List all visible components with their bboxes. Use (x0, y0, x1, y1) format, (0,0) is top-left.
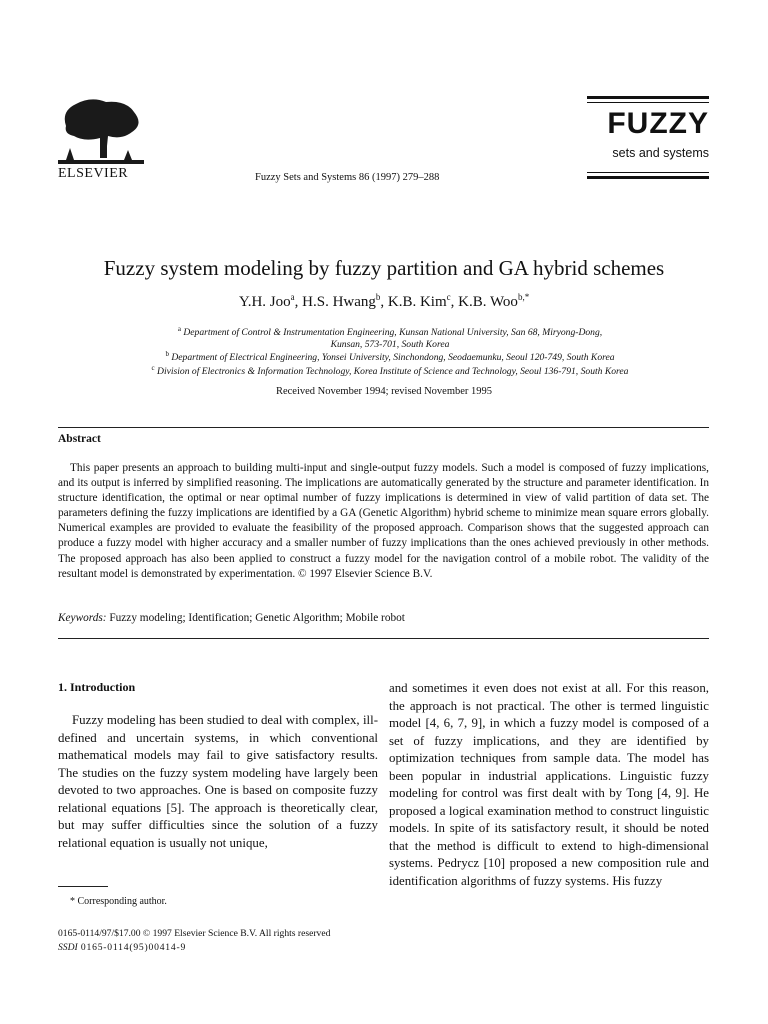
abstract-text: This paper presents an approach to building multi-input and single-output fuzzy models. Such a model is composed of fuzzy implications, and its output is inferred by simplified reasoning. The implications are automatically generated by the structure and parameter identification. In structure identification, the optimal or near optimal number of fuzzy implications is determined in view of valid partition of data set. The parameters defining the fuzzy implications are identified by a GA (Genetic Algorithm) hybrid scheme to minimize mean square errors globally. Numerical examples are provided to evaluate the feasibility of the proposed approach. Comparison shows that the suggested approach can produce a fuzzy model with higher accuracy and a smaller number of fuzzy implications than the ones achieved previously in other methods. The proposed approach has also been applied to construct a fuzzy model for the navigation control of a mobile robot. The validity of the resultant model is demonstrated by experimentation. © 1997 Elsevier Science B.V. (58, 462, 709, 580)
abstract-heading: Abstract (58, 433, 101, 445)
affiliation-c: $^c$ Division of Electronics & Information Technology, Korea Institute of Science and Technology, Seoul 136-791, South Korea (151, 364, 629, 378)
author-name: H.S. Hwang (302, 294, 376, 310)
article-title: Fuzzy system modeling by fuzzy partition and GA hybrid schemes (103, 256, 665, 280)
keywords-list: Fuzzy modeling; Identification; Genetic Algorithm; Mobile robot (109, 612, 405, 624)
author-sup: b (375, 292, 381, 302)
keywords-line (58, 612, 709, 624)
divider-top (58, 427, 709, 428)
body-column-right: and sometimes it even does not exist at all. For this reason, the approach is not practical. The other is termed linguistic model [4, 6, 7, 9], in which a fuzzy model is composed of a set of fuzzy implications, and they are identified by optimization techniques from sample data. The model has been popular in industrial applications. Linguistic fuzzy modeling for control was first dealt with by Tong [4, 9]. He proposed a logical examination method to construct linguistic models. In spite of its satisfactory result, it should be noted that the method is difficult to extend to high-dimensional systems. Pedrycz [10] proposed a new composition rule and identification algorithms of fuzzy systems. His fuzzy (389, 681, 709, 888)
ssdi-code: 0165-0114(95)00414-9 (80, 942, 187, 953)
journal-rule-top (587, 96, 709, 99)
affiliation-b: $^b$ Department of Electrical Engineering, Yonsei University, Sinchondong, Seodaemunku, Seoul 120-749, South Korea (165, 350, 615, 364)
elsevier-tree-logo (56, 96, 146, 166)
journal-rule-bottom-thin (587, 172, 709, 173)
divider-bottom (58, 638, 709, 639)
footnote-corresponding-author: * Corresponding author. (70, 896, 167, 907)
footnote-rule (58, 886, 108, 887)
author-name: K.B. Kim (387, 294, 447, 310)
author-list: Y.H. Joo$^a$, H.S. Hwang$^b$, K.B. Kim$^c$, K.B. Woo$^{b,*}$ (238, 292, 530, 310)
journal-rule-bottom (587, 176, 709, 179)
author-sup: a (290, 292, 295, 302)
journal-rule-top-thin (587, 102, 709, 103)
keywords-label: Keywords: (58, 612, 107, 624)
author-sup: c (446, 292, 451, 302)
ssdi-label: SSDI (58, 942, 78, 953)
journal-logo-title: FUZZY (607, 107, 709, 140)
body-column-left: Fuzzy modeling has been studied to deal with complex, ill-defined and uncertain systems, in which conventional mathematical models may fail to give satisfactory results. The studies on the fuzzy system modeling have largely been devoted to two approaches. One is based on composite fuzzy relational equations [5]. The approach is theoretically clear, but may suffer difficulties since the solution of a fuzzy relational equation is usually not unique, (58, 713, 378, 850)
affiliation-a: $^a$ Department of Control & Instrumentation Engineering, Kunsan National University, San 68, Miryong-Dong, Kunsan, 573-701, South Korea (177, 325, 603, 351)
copyright-line: 0165-0114/97/$17.00 © 1997 Elsevier Science B.V. All rights reserved (58, 928, 331, 939)
author-sup: b,* (517, 292, 530, 302)
section-heading: 1. Introduction (58, 680, 136, 694)
ssdi-line (58, 942, 186, 953)
journal-logo-subtitle: sets and systems (612, 146, 709, 160)
author-name: Y.H. Joo (238, 294, 291, 310)
author-name: K.B. Woo (458, 294, 518, 310)
journal-citation: Fuzzy Sets and Systems 86 (1997) 279–288 (255, 172, 440, 183)
publisher-name: ELSEVIER (58, 166, 129, 181)
received-dates: Received November 1994; revised November 1995 (275, 386, 493, 397)
